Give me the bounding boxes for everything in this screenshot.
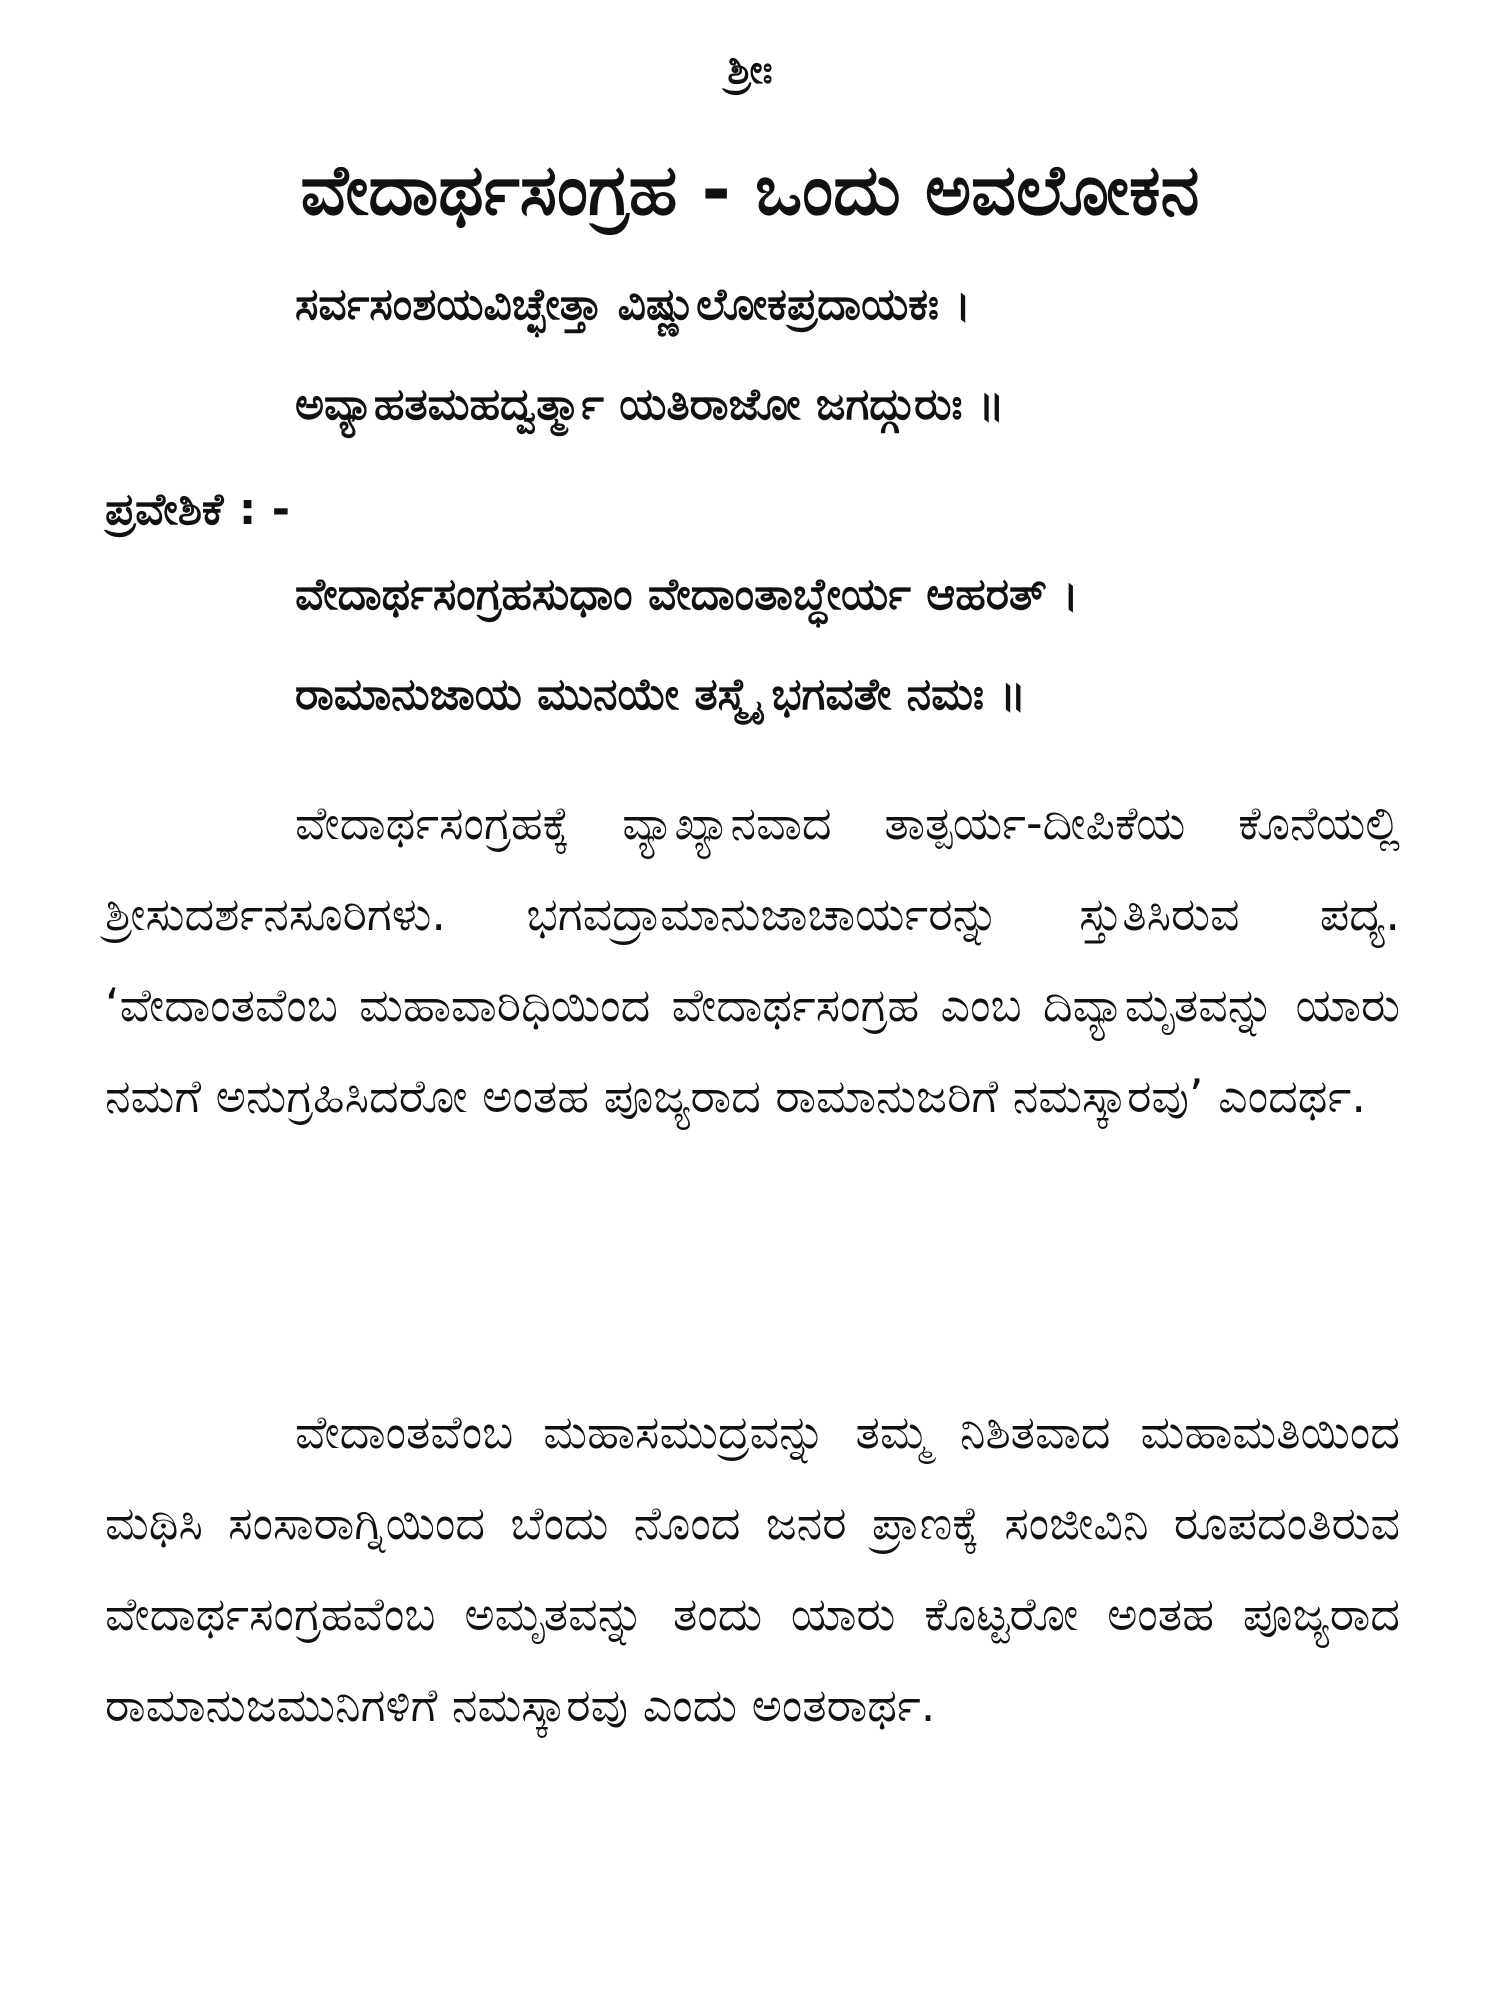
opening-verse-line-2: ಅವ್ಯಾಹತಮಹದ್ವರ್ತ್ಮಾ ಯತಿರಾಜೋ ಜಗದ್ಗುರುಃ ॥ [295,379,1005,430]
intro-verse-line-1: ವೇದಾರ್ಥಸಂಗ್ರಹಸುಧಾಂ ವೇದಾಂತಾಬ್ಧೇರ್ಯ ಆಹರತ್ । [295,569,1079,620]
section-heading: ಪ್ರವೇಶಿಕೆ : - [105,484,290,535]
page-title: ವೇದಾರ್ಥಸಂಗ್ರಹ - ಒಂದು ಅವಲೋಕನ [300,149,1200,231]
opening-verse-line-1: ಸರ್ವಸಂಶಯವಿಚ್ಛೇತ್ತಾ ವಿಷ್ಣುಲೋಕಪ್ರದಾಯಕಃ । [295,279,971,330]
paragraph-1: ವೇದಾರ್ಥಸಂಗ್ರಹಕ್ಕೆ ವ್ಯಾಖ್ಯಾನವಾದ ತಾತ್ಪರ್ಯ-ದೀಪಿಕೆಯ ಕೊನೆಯಲ್ಲಿ ಶ್ರೀಸುದರ್ಶನಸೂರಿಗಳು. ಭಗವದ್ರಾಮಾನುಜಾಚಾರ್ಯರನ್ನು ಸ್ತುತಿಸಿರುವ ಪದ್ಯ. ‘ವೇದಾಂತವೆಂಬ ಮಹಾವಾರಿಧಿಯಿಂದ ವೇದಾರ್ಥಸಂಗ್ರಹ ಎಂಬ ದಿವ್ಯಾಮೃತವನ್ನು ಯಾರು ನಮಗೆ ಅನುಗ್ರಹಿಸಿದರೋ ಅಂತಹ ಪೂಜ್ಯರಾದ ರಾಮಾನುಜರಿಗೆ ನಮಸ್ಕಾರವು’ ಎಂದರ್ಥ. [105,796,1400,1123]
paragraph-2: ವೇದಾಂತವೆಂಬ ಮಹಾಸಮುದ್ರವನ್ನು ತಮ್ಮ ನಿಶಿತವಾದ ಮಹಾಮತಿಯಿಂದ ಮಥಿಸಿ ಸಂಸಾರಾಗ್ನಿಯಿಂದ ಬೆಂದು ನೊಂದ ಜನರ ಪ್ರಾಣಕ್ಕೆ ಸಂಜೀವಿನಿ ರೂಪದಂತಿರುವ ವೇದಾರ್ಥಸಂಗ್ರಹವೆಂಬ ಅಮೃತವನ್ನು ತಂದು ಯಾರು ಕೊಟ್ಟರೋ ಅಂತಹ ಪೂಜ್ಯರಾದ ರಾಮಾನುಜಮುನಿಗಳಿಗೆ ನಮಸ್ಕಾರವು ಎಂದು ಅಂತರಾರ್ಥ. [105,1405,1400,1732]
invocation: ಶ್ರೀಃ [727,47,773,93]
intro-verse-line-2: ರಾಮಾನುಜಾಯ ಮುನಯೇ ತಸ್ಮೈ ಭಗವತೇ ನಮಃ ॥ [295,669,1027,720]
